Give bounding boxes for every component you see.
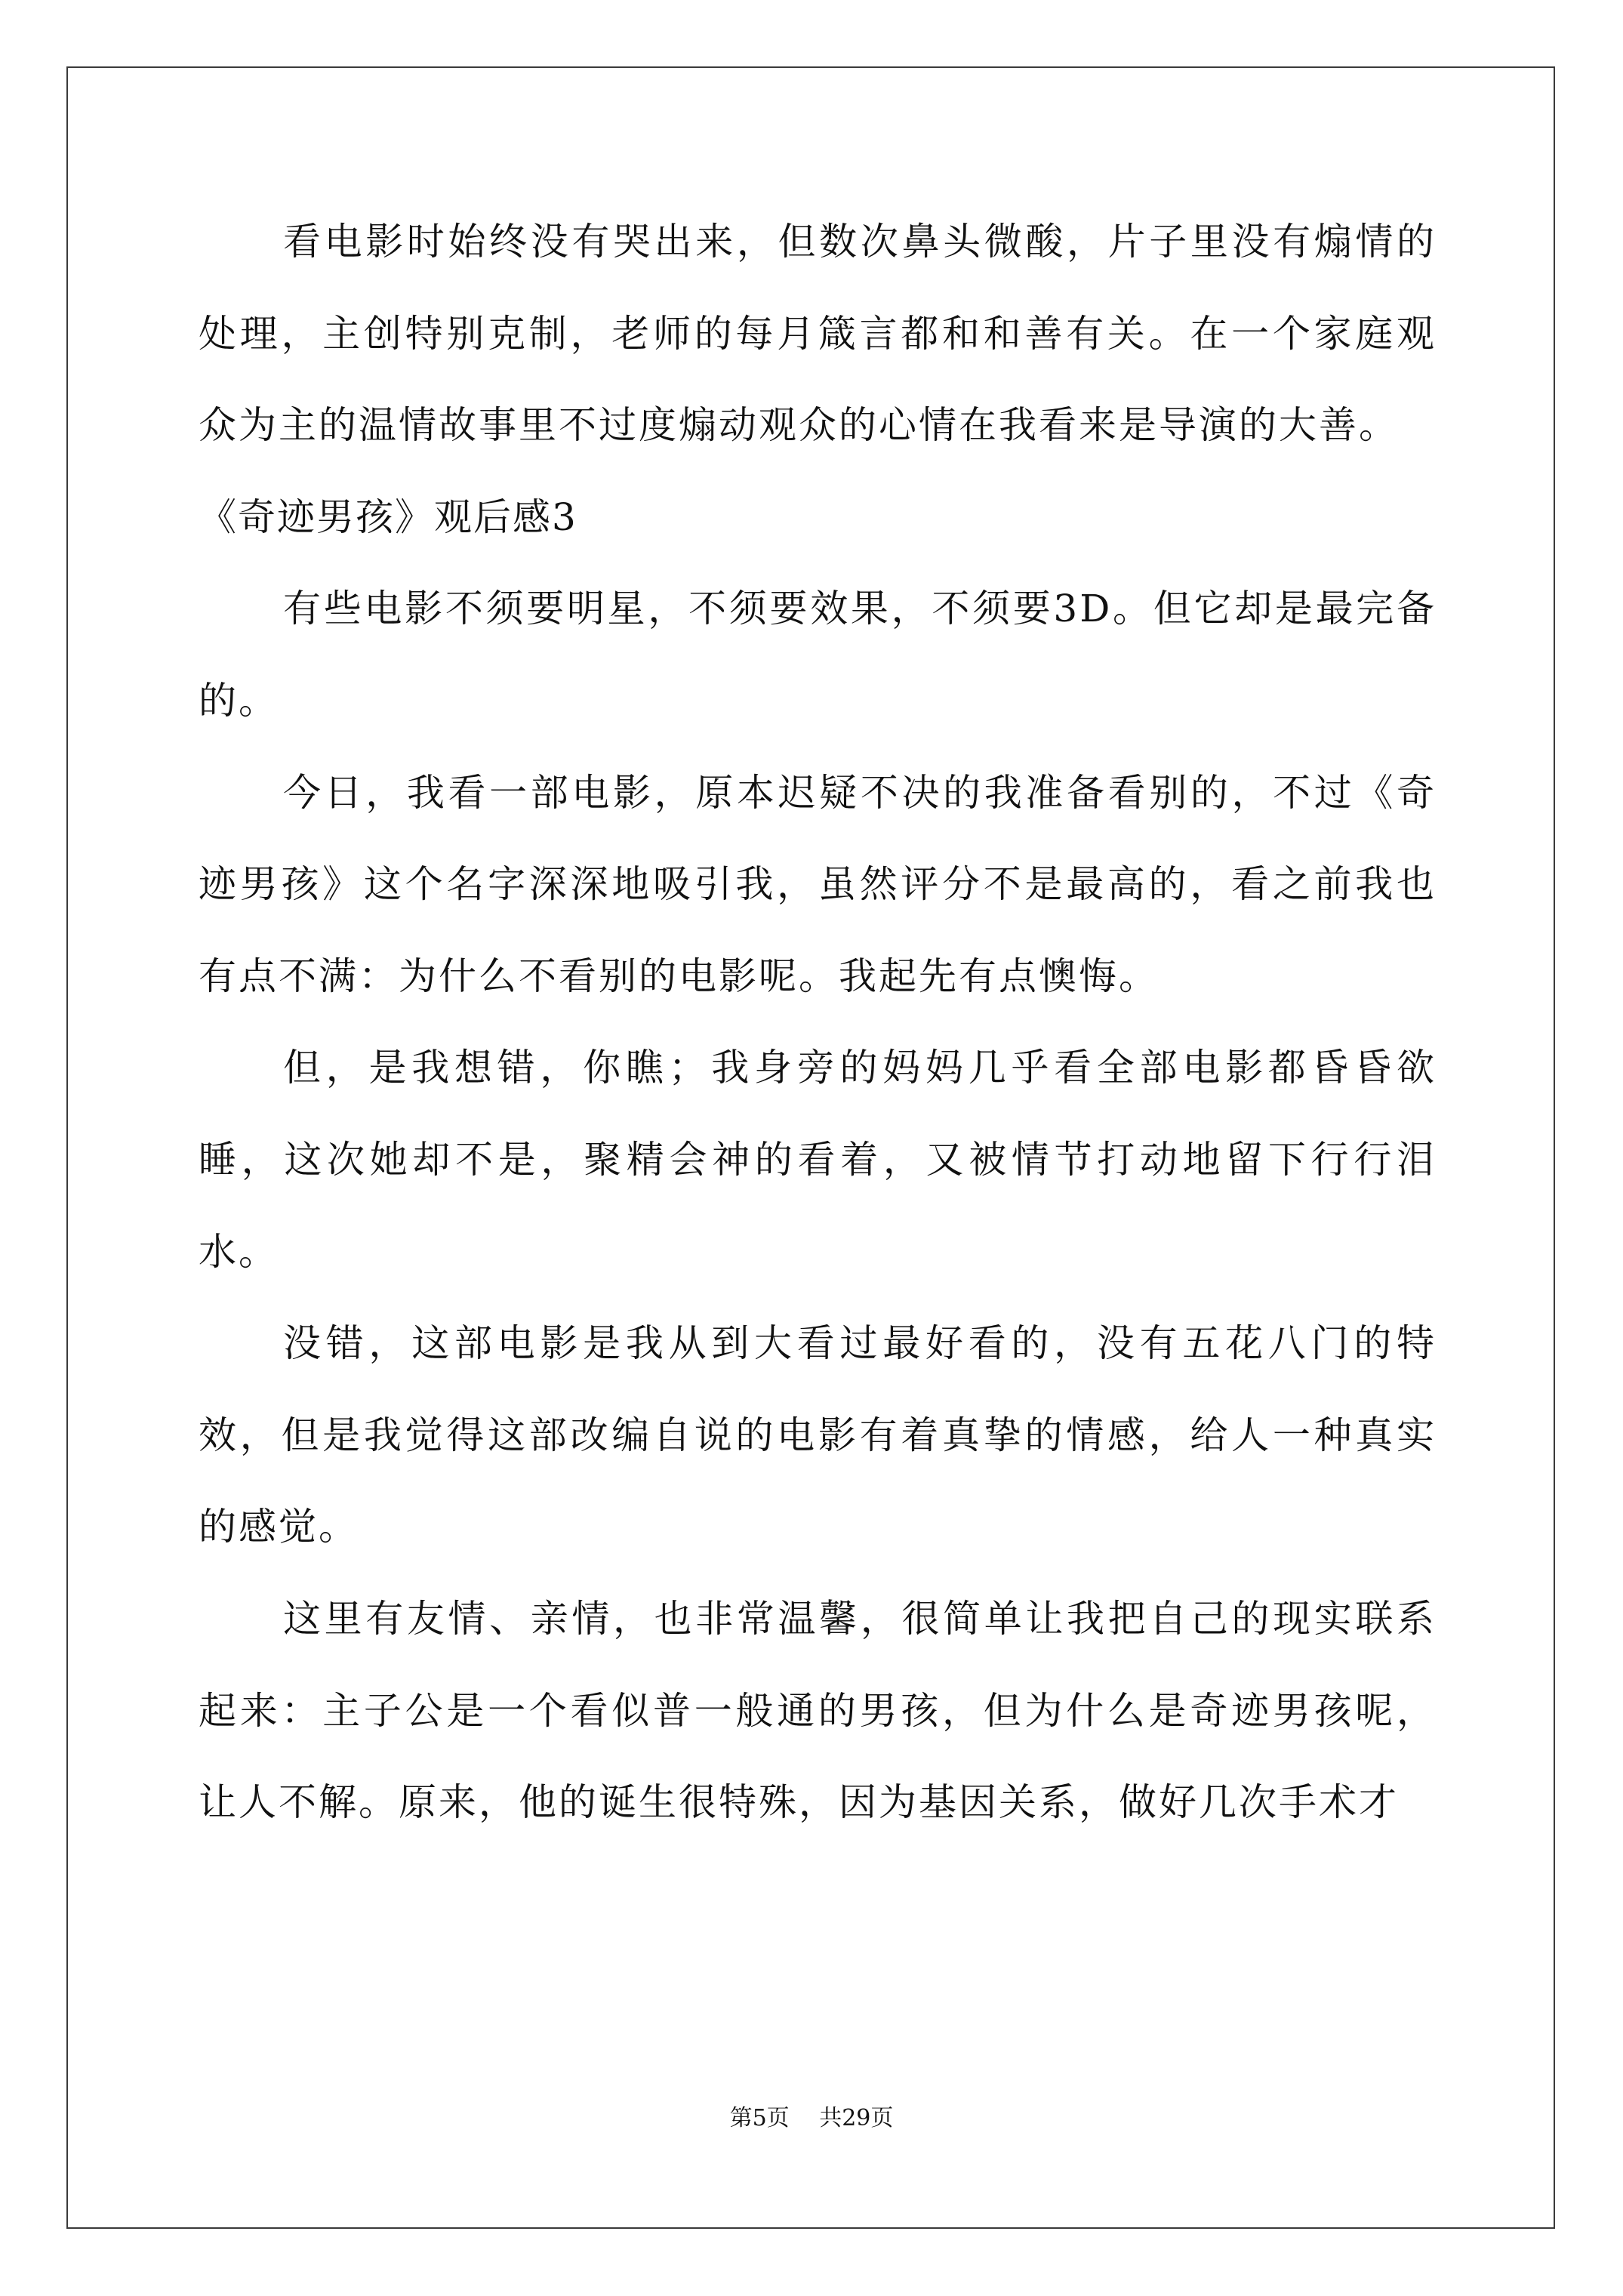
page-footer <box>0 2103 1623 2134</box>
body-paragraph-4: 但，是我想错，你瞧；我身旁的妈妈几乎看全部电影都昏昏欲睡，这次她却不是，聚精会神的看着，又被情节打动地留下行行泪水。 <box>199 1046 1437 1274</box>
body-paragraph-3: 今日，我看一部电影，原本迟疑不决的我准备看别的，不过《奇迹男孩》这个名字深深地吸引我，虽然评分不是最高的，看之前我也有点不满：为什么不看别的电影呢。我起先有点懊悔。 <box>199 770 1437 998</box>
body-paragraph-1: 看电影时始终没有哭出来，但数次鼻头微酸，片子里没有煽情的处理，主创特别克制，老师的每月箴言都和和善有关。在一个家庭观众为主的温情故事里不过度煽动观众的心情在我看来是导演的大善。 <box>199 220 1437 448</box>
body-paragraph-5: 没错，这部电影是我从到大看过最好看的，没有五花八门的特效，但是我觉得这部改编自说的电影有着真挚的情感，给人一种真实的感觉。 <box>199 1321 1437 1549</box>
section-heading: 《奇迹男孩》观后感3 <box>199 495 577 539</box>
document-body <box>199 196 1437 1849</box>
body-paragraph-6: 这里有友情、亲情，也非常温馨，很简单让我把自己的现实联系起来：主子公是一个看似普一般通的男孩，但为什么是奇迹男孩呢，让人不解。原来，他的诞生很特殊，因为基因关系，做好几次手术才 <box>199 1596 1437 1825</box>
body-paragraph-2: 有些电影不须要明星，不须要效果，不须要3D。但它却是最完备的。 <box>199 587 1437 723</box>
page-total: 共29页 <box>819 2105 894 2131</box>
page-number: 第5页 <box>729 2105 790 2131</box>
